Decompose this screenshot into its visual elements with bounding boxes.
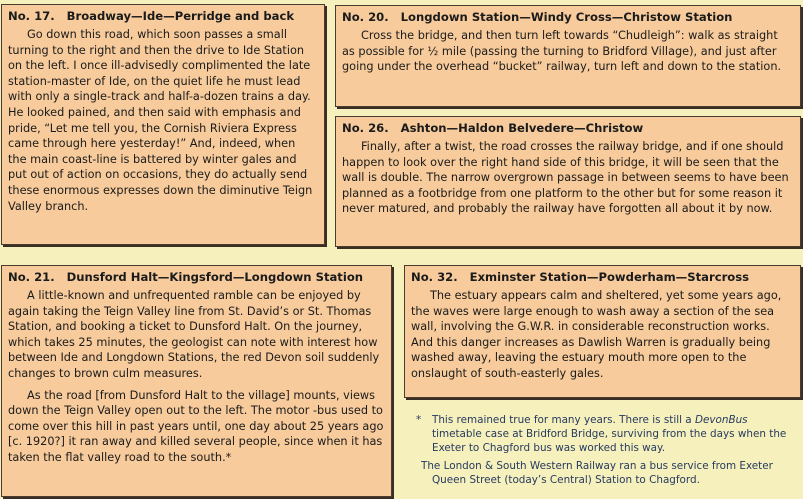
walk-21-heading	[8, 270, 384, 285]
footnote-devonbus: DevonBus	[694, 414, 748, 426]
walk-20-title: Longdown Station—Windy Cross—Christow Station	[400, 10, 733, 24]
walk-17-box	[1, 4, 325, 245]
walk-20-paragraph-1: Cross the bridge, and then turn left towards “Chudleigh”: walk as straight as possible for ½ mile (passing the turning to Bridford Village), and just after going under the overhead “bucket” railway, turn left and down to the station.	[342, 29, 782, 74]
footnotes	[410, 413, 800, 487]
walk-32-heading	[411, 270, 793, 285]
footnote-text-after: timetable case at Bridford Bridge, surviving from the days when the Exeter to Chagford bus was worked this way.	[432, 428, 787, 454]
walk-17-heading	[8, 9, 317, 24]
walk-32-paragraph-1: The estuary appears calm and sheltered, yet some years ago, the waves were large enough to wash away a section of the sea wall, involving the G.W.R. in considerable reconstruction works. And this danger increases as Dawlish Warren is gradually being washed away, leaving the estuary mouth more open to the onslaught of south-easterly gales.	[411, 289, 782, 380]
footnote-1	[410, 413, 800, 455]
walk-26-paragraph-1: Finally, after a twist, the road crosses the railway bridge, and if one should happen to look over the right hand side of this bridge, it will be seen that the wall is double. The narrow overgrown passage in between seems to have been planned as a footbridge from one platform to the other but for some reason it never matured, and probably the railway have forgotten all about it by now.	[342, 140, 789, 216]
walk-17-number: No. 17.	[8, 9, 55, 23]
walk-21-number: No. 21.	[8, 270, 55, 284]
footnote-text-before: This remained true for many years. There is still a	[432, 414, 695, 426]
walk-32-number: No. 32.	[411, 270, 458, 284]
walk-21-box	[1, 265, 392, 497]
walk-26-number: No. 26.	[342, 121, 389, 135]
walk-26-box	[335, 116, 801, 247]
walk-21-title: Dunsford Halt—Kingsford—Longdown Station	[66, 270, 364, 284]
walk-32-box	[404, 265, 801, 398]
walk-20-box	[335, 5, 801, 107]
walk-17-title: Broadway—Ide—Perridge and back	[66, 9, 295, 23]
walk-21-paragraph-1: A little-known and unfrequented ramble can be enjoyed by again taking the Teign Valley line from St. David’s or St. Thomas Station, and booking a ticket to Dunsford Halt. On the journey, which takes 25 minutes, the geologist can note with interest how between Ide and Longdown Stations, the red Devon soil suddenly changes to brown culm measures.	[8, 289, 380, 380]
walk-20-number: No. 20.	[342, 10, 389, 24]
walk-21-paragraph-2: As the road [from Dunsford Halt to the village] mounts, views down the Teign Valley open out to the left. The motor -bus used to come over this hill in past years until, one day about 25 years ago [c. 1920?] it ran away and killed several people, since when it has taken the flat valley road to the south.*	[8, 388, 384, 464]
walk-26-title: Ashton—Haldon Belvedere—Christow	[400, 121, 644, 135]
footnote-2: The London & South Western Railway ran a bus service from Exeter Queen Street (today’s Central) Station to Chagford.	[421, 460, 773, 486]
walk-26-heading	[342, 121, 793, 136]
walk-32-title: Exminster Station—Powderham—Starcross	[469, 270, 750, 284]
walk-20-heading	[342, 10, 793, 25]
footnote-marker: *	[416, 414, 422, 426]
walk-17-paragraph-1: Go down this road, which soon passes a small turning to the right and then the drive to Ide Station on the left. I once ill-advisedly complimented the late station-master of Ide, on the quiet life he must lead with only a single-track and half-a-dozen trains a day. He looked pained, and then said with emphasis and pride, “Let me tell you, the Cornish Riviera Express came through here yesterday!” And, indeed, when the main coast-line is battered by winter gales and put out of action on occasions, they do actually send these enormous expresses down the diminutive Teign Valley branch.	[8, 28, 313, 213]
